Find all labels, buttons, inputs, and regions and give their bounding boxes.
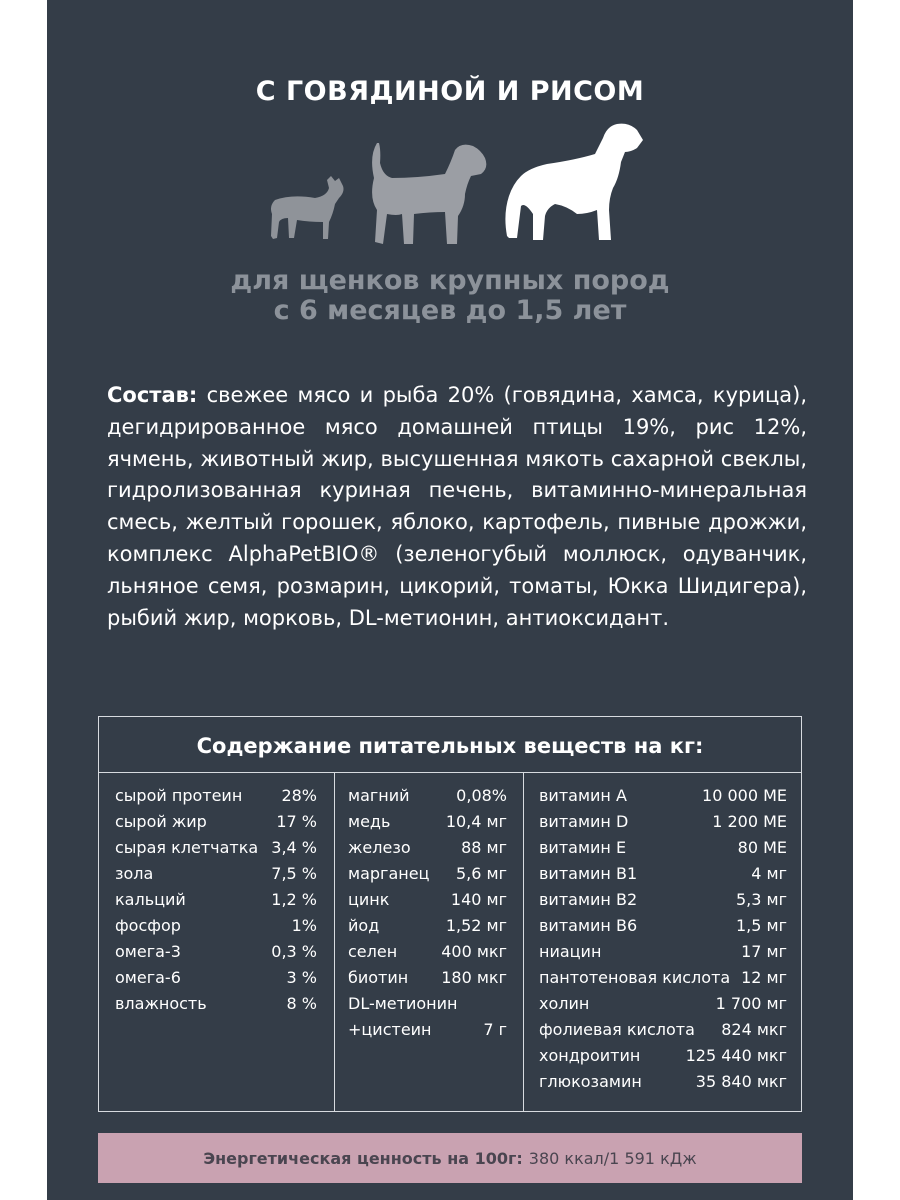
composition-label: Состав: bbox=[107, 383, 198, 407]
nutrient-row bbox=[539, 916, 787, 942]
nutrient-row bbox=[348, 994, 507, 1020]
nutrient-row bbox=[539, 1020, 787, 1046]
nutrient-name: пантотеновая кислота bbox=[539, 968, 731, 987]
energy-value-bar bbox=[98, 1133, 802, 1183]
nutrient-value: 180 мкг bbox=[441, 968, 507, 987]
nutrient-value: 125 440 мкг bbox=[685, 1046, 787, 1065]
nutrient-name: селен bbox=[348, 942, 398, 961]
nutrient-name: сырой жир bbox=[115, 812, 207, 831]
nutrient-value: 3 % bbox=[286, 968, 317, 987]
nutrient-value: 1 200 МЕ bbox=[712, 812, 787, 831]
nutrient-row bbox=[115, 994, 317, 1020]
nutrient-name: фосфор bbox=[115, 916, 181, 935]
nutrient-name: сырая клетчатка bbox=[115, 838, 259, 857]
nutrients-column-1 bbox=[115, 786, 317, 1020]
subtitle-line-1: для щенков крупных пород bbox=[230, 265, 670, 296]
nutrient-name: омега-3 bbox=[115, 942, 181, 961]
nutrient-name: йод bbox=[348, 916, 380, 935]
nutrient-value: 5,3 мг bbox=[735, 890, 787, 909]
medium-dog-icon bbox=[372, 143, 486, 244]
nutrient-row bbox=[348, 1020, 507, 1046]
product-title: С ГОВЯДИНОЙ И РИСОМ bbox=[255, 76, 645, 107]
nutrient-name: кальций bbox=[115, 890, 186, 909]
nutrient-name: магний bbox=[348, 786, 410, 805]
nutrient-value: 88 мг bbox=[461, 838, 507, 857]
nutrient-name: марганец bbox=[348, 864, 430, 883]
subtitle-line-2: с 6 месяцев до 1,5 лет bbox=[273, 295, 627, 326]
nutrient-name: витамин D bbox=[539, 812, 629, 831]
nutrient-value: 400 мкг bbox=[441, 942, 507, 961]
nutrient-row bbox=[539, 864, 787, 890]
table-divider bbox=[99, 772, 801, 773]
composition-text bbox=[107, 380, 807, 634]
package-panel bbox=[47, 0, 853, 1200]
nutrients-column-3 bbox=[539, 786, 787, 1098]
nutrient-value: 0,3 % bbox=[271, 942, 317, 961]
nutrient-name: ниацин bbox=[539, 942, 602, 961]
nutrients-table bbox=[98, 716, 802, 1112]
nutrient-row bbox=[348, 812, 507, 838]
nutrient-row bbox=[348, 838, 507, 864]
nutrient-row bbox=[115, 864, 317, 890]
nutrient-name: DL-метионин bbox=[348, 994, 458, 1013]
column-divider bbox=[334, 773, 335, 1111]
nutrient-value: 5,6 мг bbox=[455, 864, 507, 883]
nutrient-value: 7 г bbox=[483, 1020, 507, 1039]
nutrient-value: 28% bbox=[281, 786, 317, 805]
composition-body: свежее мясо и рыба 20% (говядина, хамса, курица), дегидрированное мясо домашней птицы 19%, рис 12%, ячмень, животный жир, высушенная мякоть сахарной свеклы, гидролизованная куриная печень, витаминно-минеральная смесь, желтый горошек, яблоко, картофель, пивные дрожжи, комплекс AlphaPetBIO® (зеленогубый моллюск, одуванчик, льняное семя, розмарин, цикорий, томаты, Юкка Шидигера), рыбий жир, морковь, DL-метионин, антиоксидант. bbox=[107, 383, 808, 630]
nutrient-value: 1% bbox=[291, 916, 317, 935]
nutrient-row bbox=[539, 968, 787, 994]
nutrient-row bbox=[539, 838, 787, 864]
nutrient-value: 10 000 МЕ bbox=[702, 786, 787, 805]
nutrient-row bbox=[539, 1046, 787, 1072]
nutrient-name: зола bbox=[115, 864, 154, 883]
nutrient-name: витамин В1 bbox=[539, 864, 638, 883]
nutrient-name: холин bbox=[539, 994, 590, 1013]
product-subtitle bbox=[47, 266, 853, 326]
nutrient-row bbox=[115, 786, 317, 812]
nutrient-row bbox=[539, 786, 787, 812]
nutrient-value: 7,5 % bbox=[271, 864, 317, 883]
nutrient-row bbox=[115, 838, 317, 864]
energy-value: 380 ккал/1 591 кДж bbox=[528, 1148, 697, 1168]
nutrient-name: железо bbox=[348, 838, 411, 857]
nutrient-row bbox=[115, 916, 317, 942]
nutrient-name: витамин Е bbox=[539, 838, 627, 857]
nutrient-row bbox=[348, 864, 507, 890]
nutrient-row bbox=[539, 942, 787, 968]
nutrient-row bbox=[348, 786, 507, 812]
nutrient-value: 4 мг bbox=[751, 864, 787, 883]
nutrient-row bbox=[348, 916, 507, 942]
nutrient-value: 3,4 % bbox=[271, 838, 317, 857]
nutrient-row bbox=[115, 942, 317, 968]
nutrient-name: омега-6 bbox=[115, 968, 181, 987]
nutrient-row bbox=[348, 942, 507, 968]
nutrient-row bbox=[348, 968, 507, 994]
nutrient-value: 0,08% bbox=[456, 786, 507, 805]
nutrient-name: влажность bbox=[115, 994, 207, 1013]
nutrient-value: 17 % bbox=[276, 812, 317, 831]
nutrient-value: 35 840 мкг bbox=[695, 1072, 787, 1091]
nutrient-value: 824 мкг bbox=[721, 1020, 787, 1039]
nutrient-value: 80 МЕ bbox=[737, 838, 787, 857]
nutrient-value: 10,4 мг bbox=[445, 812, 507, 831]
nutrients-title: Содержание питательных веществ на кг: bbox=[196, 734, 704, 758]
nutrient-row bbox=[115, 968, 317, 994]
nutrient-name: витамин В6 bbox=[539, 916, 638, 935]
nutrient-value: 8 % bbox=[286, 994, 317, 1013]
nutrient-name: сырой протеин bbox=[115, 786, 243, 805]
nutrient-name: витамин В2 bbox=[539, 890, 638, 909]
small-dog-icon bbox=[271, 176, 344, 239]
nutrient-row bbox=[539, 1072, 787, 1098]
nutrient-value: 1 700 мг bbox=[715, 994, 787, 1013]
nutrient-row bbox=[539, 994, 787, 1020]
nutrient-name: фолиевая кислота bbox=[539, 1020, 695, 1039]
energy-label: Энергетическая ценность на 100г: bbox=[203, 1148, 523, 1168]
nutrient-row bbox=[348, 890, 507, 916]
column-divider bbox=[523, 773, 524, 1111]
nutrient-name: цинк bbox=[348, 890, 390, 909]
large-dog-icon bbox=[505, 124, 643, 240]
nutrient-value: 1,2 % bbox=[271, 890, 317, 909]
nutrient-name: медь bbox=[348, 812, 391, 831]
nutrient-row bbox=[539, 812, 787, 838]
nutrient-value: 140 мг bbox=[450, 890, 507, 909]
nutrient-name: биотин bbox=[348, 968, 409, 987]
nutrient-value: 17 мг bbox=[741, 942, 787, 961]
nutrient-name: хондроитин bbox=[539, 1046, 641, 1065]
nutrient-name: глюкозамин bbox=[539, 1072, 642, 1091]
nutrient-row bbox=[115, 812, 317, 838]
dog-size-icons bbox=[47, 118, 853, 253]
nutrient-value: 1,52 мг bbox=[445, 916, 507, 935]
nutrient-name: витамин А bbox=[539, 786, 627, 805]
nutrient-value: 12 мг bbox=[741, 968, 787, 987]
nutrient-value: 1,5 мг bbox=[735, 916, 787, 935]
nutrients-column-2 bbox=[348, 786, 507, 1046]
nutrient-name: +цистеин bbox=[348, 1020, 432, 1039]
nutrient-row bbox=[539, 890, 787, 916]
nutrient-row bbox=[115, 890, 317, 916]
